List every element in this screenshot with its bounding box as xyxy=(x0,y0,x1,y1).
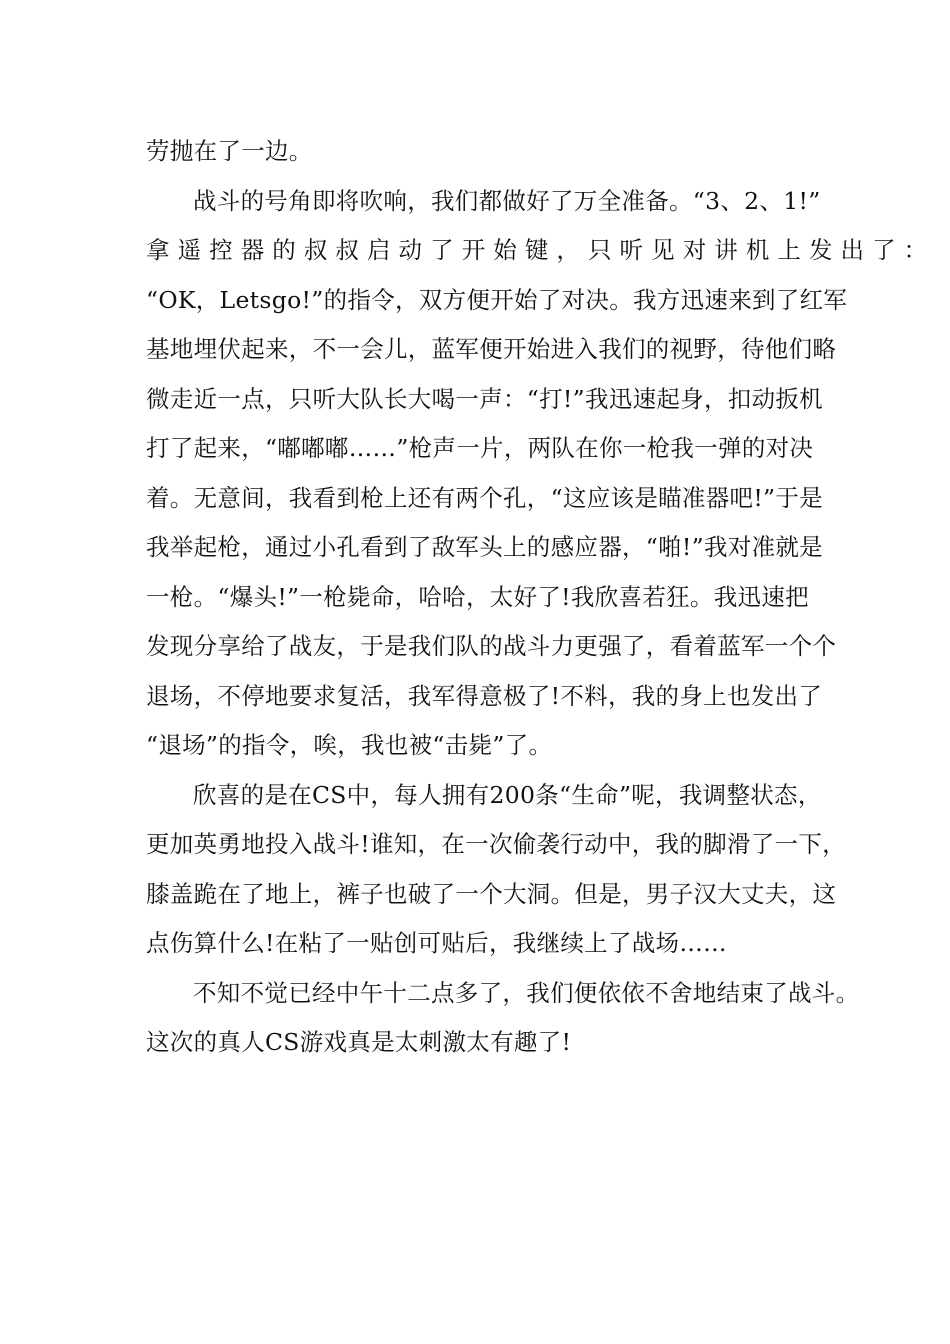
body-text xyxy=(146,127,928,1068)
text-line: 着。无意间，我看到枪上还有两个孔，“这应该是瞄准器吧!”于是 xyxy=(146,483,823,512)
text-line: 战斗的号角即将吹响，我们都做好了万全准备。“3、2、1!” xyxy=(193,186,821,215)
text-line: 更加英勇地投入战斗!谁知，在一次偷袭行动中，我的脚滑了一下， xyxy=(146,830,846,858)
text-line: “退场”的指令，唉，我也被“击毙”了。 xyxy=(146,731,553,759)
text-line: 这次的真人CS游戏真是太刺激太有趣了! xyxy=(146,1028,572,1056)
text-line: 微走近一点，只听大队长大喝一声：“打!”我迅速起身，扣动扳机 xyxy=(146,384,823,413)
text-line: 拿 遥 控 器 的 叔 叔 启 动 了 开 始 键 ， 只 听 见 对 讲 机 上 发 出 了 ： xyxy=(146,236,928,264)
text-line: 不知不觉已经中午十二点多了，我们便依依不舍地结束了战斗。 xyxy=(193,978,860,1007)
text-line: 劳抛在了一边。 xyxy=(146,137,313,165)
text-line: 退场，不停地要求复活，我军得意极了!不料，我的身上也发出了 xyxy=(146,681,823,710)
text-line: 点伤算什么!在粘了一贴创可贴后，我继续上了战场…… xyxy=(146,929,727,957)
text-line: 一枪。“爆头!”一枪毙命，哈哈，太好了!我欣喜若狂。我迅速把 xyxy=(146,582,809,611)
text-line: 膝盖跪在了地上，裤子也破了一个大洞。但是，男子汉大丈夫，这 xyxy=(146,879,837,908)
text-line: “OK，Letsgo!”的指令，双方便开始了对决。我方迅速来到了红军 xyxy=(146,285,848,314)
text-line: 打了起来，“嘟嘟嘟……”枪声一片，两队在你一枪我一弹的对决 xyxy=(146,434,814,462)
text-line: 基地埋伏起来，不一会儿，蓝军便开始进入我们的视野，待他们略 xyxy=(146,335,837,363)
text-line: 我举起枪，通过小孔看到了敌军头上的感应器，“啪!”我对准就是 xyxy=(146,533,823,561)
text-line: 欣喜的是在CS中，每人拥有200条“生命”呢，我调整状态， xyxy=(193,780,822,809)
text-line: 发现分享给了战友，于是我们队的战斗力更强了，看着蓝军一个个 xyxy=(146,632,837,660)
